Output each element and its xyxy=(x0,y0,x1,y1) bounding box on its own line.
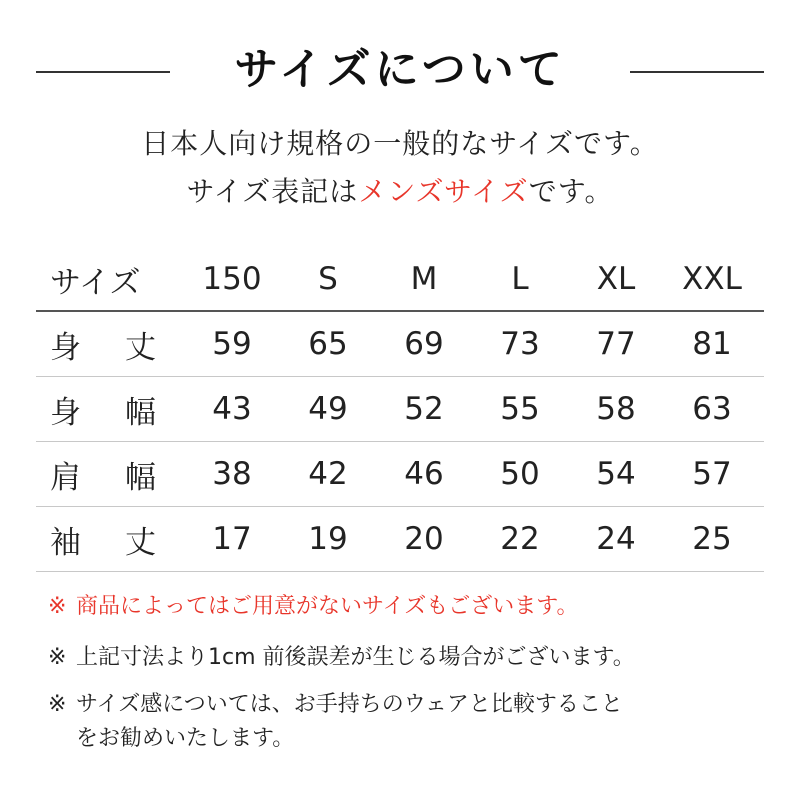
row-label-part: 幅 xyxy=(125,394,156,431)
table-cell: 25 xyxy=(692,521,732,557)
note-text: 商品によってはご用意がないサイズもございます。 xyxy=(76,594,579,619)
table-cell: 43 xyxy=(212,391,252,427)
row-label-part: 身 xyxy=(50,329,81,366)
table-cell: 69 xyxy=(404,326,444,362)
table-cell: 38 xyxy=(212,456,252,492)
table-cell: 77 xyxy=(596,326,636,362)
intro-line-2-before: サイズ表記は xyxy=(186,175,359,208)
page-title: サイズについて xyxy=(234,44,566,95)
title-divider-right xyxy=(630,71,764,73)
intro-line-2-after: です。 xyxy=(528,175,614,208)
table-cell: 42 xyxy=(308,456,348,492)
note-fit-advice xyxy=(48,688,768,722)
table-cell: 59 xyxy=(212,326,252,362)
table-cell: 50 xyxy=(500,456,540,492)
note-mark: ※ xyxy=(48,594,67,619)
size-table xyxy=(36,248,764,572)
header-size-150: 150 xyxy=(202,261,262,297)
table-row-sleeve-length xyxy=(36,507,764,572)
table-cell: 65 xyxy=(308,326,348,362)
note-text: 上記寸法より1cm 前後誤差が生じる場合がございます。 xyxy=(76,645,635,670)
header-size-xxl: XXL xyxy=(682,261,742,297)
intro-highlight: メンズサイズ xyxy=(358,175,529,208)
row-label-part: 幅 xyxy=(125,459,156,496)
note-text: サイズ感については、お手持ちのウェアと比較すること xyxy=(76,692,623,717)
table-cell: 49 xyxy=(308,391,348,427)
table-cell: 52 xyxy=(404,391,444,427)
table-header-row xyxy=(36,248,764,312)
row-label-part: 袖 xyxy=(50,524,81,561)
table-cell: 19 xyxy=(308,521,348,557)
note-mark: ※ xyxy=(48,692,67,717)
table-cell: 58 xyxy=(596,391,636,427)
table-cell: 46 xyxy=(404,456,444,492)
row-label-part: 丈 xyxy=(125,524,156,561)
table-cell: 24 xyxy=(596,521,636,557)
title-row xyxy=(0,38,800,102)
header-size-l: L xyxy=(511,261,529,297)
header-size-m: M xyxy=(410,261,438,297)
table-cell: 55 xyxy=(500,391,540,427)
row-label-part: 肩 xyxy=(50,459,81,496)
table-row-body-length xyxy=(36,312,764,377)
table-cell: 54 xyxy=(596,456,636,492)
row-label-part: 丈 xyxy=(125,329,156,366)
intro-line-2 xyxy=(0,170,800,210)
title-divider-left xyxy=(36,71,170,73)
row-label xyxy=(36,452,184,497)
table-cell: 20 xyxy=(404,521,444,557)
row-label xyxy=(36,517,184,562)
header-size-s: S xyxy=(318,261,338,297)
note-measurement-error xyxy=(48,641,768,675)
table-cell: 63 xyxy=(692,391,732,427)
row-label-part: 身 xyxy=(50,394,81,431)
row-label xyxy=(36,322,184,367)
table-cell: 22 xyxy=(500,521,540,557)
table-cell: 17 xyxy=(212,521,252,557)
note-mark: ※ xyxy=(48,645,67,670)
intro-line-1: 日本人向け規格の一般的なサイズです。 xyxy=(141,127,659,160)
note-unavailable-sizes xyxy=(48,590,768,624)
row-label xyxy=(36,387,184,432)
note-fit-advice-continued: をお勧めいたします。 xyxy=(76,726,295,751)
table-cell: 57 xyxy=(692,456,732,492)
header-size-xl: XL xyxy=(596,261,636,297)
table-row-shoulder-width xyxy=(36,442,764,507)
table-cell: 73 xyxy=(500,326,540,362)
header-label: サイズ xyxy=(50,264,141,301)
table-cell: 81 xyxy=(692,326,732,362)
table-row-body-width xyxy=(36,377,764,442)
